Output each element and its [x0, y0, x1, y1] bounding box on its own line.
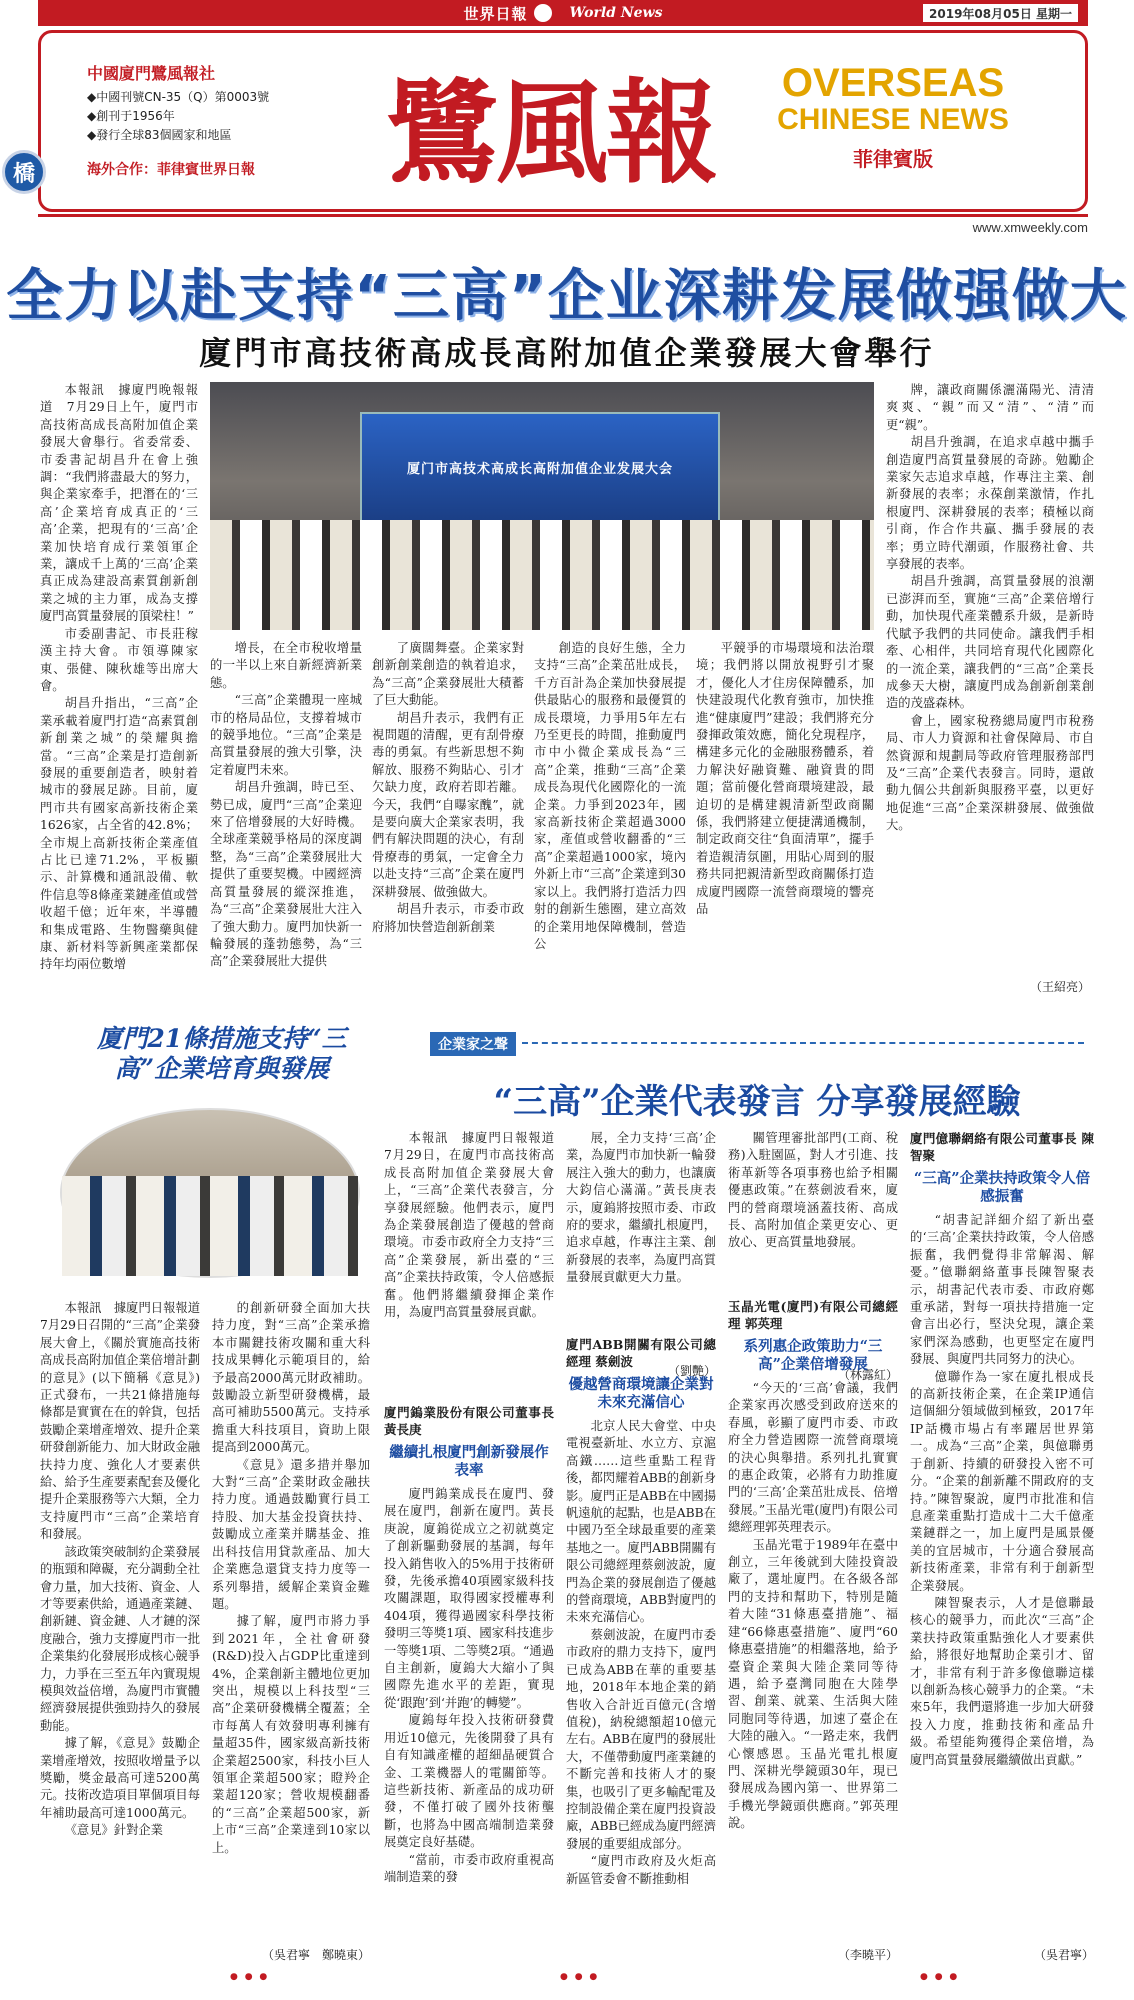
paragraph: “胡書記詳細介紹了新出臺的‘三高’企業扶持政策，令人倍感振奮，我們覺得非常解渴、解憂。”億聯網絡董事長陳智聚表示，胡書記代表市委、市政府鄭重承諾，對每一項扶持措施一定會言出必行，堅決兌現，讓企業家們深為感動，也更堅定在廈門發展、與廈門共同努力的決心。: [910, 1213, 1094, 1367]
edition-label: 菲律賓版: [853, 149, 933, 171]
author-credit: （李曉平）: [837, 1948, 898, 1962]
paragraph: 陳智聚表示，人才是億聯最核心的競爭力，而此次“三高”企業扶持政策重點強化人才要素供給，將很好地幫助企業引才、留才，非常有利于許多像億聯這樣以創新為核心競爭力的企業。“未來5年，我們還將進一步加大研發投入力度，推動技術和產品升級。希望能夠獲得企業倍增，為廈門高質量發展繼續做出貢獻。”: [910, 1595, 1094, 1767]
conference-photo: [210, 382, 874, 630]
speaker-yujing: [728, 1298, 898, 1938]
info-line: ◆中國刊號CN-35（Q）第0003號: [87, 90, 270, 104]
article-column: [886, 382, 1094, 980]
masthead: [38, 30, 1088, 212]
paragraph: 了廣闊舞臺。企業家對創新創業創造的執着追求，為“三高”企業發展壯大積蓄了巨大動能。: [372, 641, 524, 708]
paragraph: 廈門鎢業成長在廈門、發展在廈門，創新在廈門。黃長庚說，廈鎢從成立之初就奠定了創新驅動發展的基調，每年投入銷售收入的5%用于技術研發，先後承擔40項國家級科技攻關課題，取得國家授權專利404項，獲得過國家科學技術發明三等獎1項、國家科技進步一等獎1項、二等獎2項。“通過自主創新，廈鎢大大縮小了與國際先進水平的差距，實現從‘跟跑’到‘并跑’的轉變”。: [384, 1487, 554, 1710]
article-column: [384, 1130, 567, 1400]
article-column: [696, 640, 874, 994]
section-tag: 企業家之聲: [430, 1032, 516, 1056]
publisher-name: 中國廈門鷺風報社: [87, 64, 216, 83]
overseas-coop: 海外合作：菲律賓世界日報: [87, 162, 255, 178]
author-credit: （吳君寧 鄭曉東）: [261, 1948, 370, 1962]
paragraph: 胡昌升強調，在追求卓越中攜手創造廈門高質量發展的奇跡。勉勵企業家矢志追求卓越，作專注主業、創新發展的表率；永葆創業激情，作扎根廈門、深耕發展的表率；積極以商引商，作合作共贏、攜手發展的表率；勇立時代潮頭，作服務社會、共享發展的表率。: [886, 435, 1094, 572]
quote-headline: “三高”企業扶持政策令人倍感振奮: [913, 1170, 1091, 1205]
author-credit: （林露紅）: [837, 1368, 898, 1382]
paragraph: 據了解，《意見》鼓勵企業增產增效，按照收增量予以獎勵，獎金最高可達5200萬元。技術改造項目單個項目每年補助最高可達1000萬元。: [40, 1736, 200, 1820]
quote-headline: 系列惠企政策助力“三高”企業倍增發展: [743, 1338, 883, 1373]
world-news-label: World News: [569, 5, 663, 21]
paragraph: 平競爭的市場環境和法治環境；我們將以開放視野引才聚才，優化人才住房保障體系，加快建設現代化教育強市，加快推進“健康廈門”建設；我們將充分發揮政策效應，簡化兌現程序，構建多元化的金融服務體系，着力解決好融資難、融資貴的問題；當前優化營商環境建設，最迫切的是構建親清新型政商關係，我們將建立便捷溝通機制，制定政商交往“負面清單”，擺手着造親清氛圍，用貼心周到的服務共同把親清新型政商關係打造成廈門國際一流營商環境的響亮品: [696, 641, 874, 917]
paragraph: “三高”企業體現一座城市的格局品位，支撐着城市的競爭地位。“三高”企業是高質量發展的強大引擎，決定着廈門未來。: [210, 693, 362, 777]
company-title: 廈門鎢業股份有限公司董事長 黃長庚: [384, 1405, 554, 1437]
paragraph: 本報訊 據廈門晚報報道 7月29日上午，廈門市高技術高成長高附加值企業發展大會舉行。省委常委、市委書記胡昌升在會上強調：“我們將盡最大的努力，與企業家牽手，把潛在的‘三高’企業培育成真正的‘三高’企業，把現有的‘三高’企業加快培育成行業領軍企業，讓成千上萬的‘三高’企業真正成為建設高素質創新創業之城的主力軍，成為支撐廈門高質量發展的頂梁柱！”: [40, 383, 198, 624]
paragraph: “廈門市政府及火炬高新區管委會不斷推動相: [566, 1854, 716, 1886]
issue-date: 2019年08月05日 星期一: [923, 4, 1078, 22]
paragraph: 《意見》還多措并舉加大對“三高”企業財政金融扶持力度。通過鼓勵實行員工持股、加大基金投資扶持、鼓勵成立產業并購基金、推出科技信用貸款產品、加大企業應急還貸支持力度等一系列舉措，緩解企業資金難題。: [212, 1457, 370, 1611]
paragraph: 該政策突破制約企業發展的瓶頸和障礙，充分調動全社會力量，加大技術、資金、人才等要素供給，通過產業鏈、創新鏈、資金鏈、人才鏈的深度融合，強力支撐廈門市一批企業集約化發展形成核心競爭力，力爭在三至五年內實現規模與效益倍增，為廈門市實體經濟發展提供強勁持久的發展動能。: [40, 1544, 200, 1733]
info-line: ◆創刊于1956年: [87, 109, 175, 123]
paragraph: 北京人民大會堂、中央電視臺新址、水立方、京滬高鐵……這些重點工程背後，都閃耀着ABB的創新身影。廈門正是ABB在中國揚帆遠航的起點，也是ABB在中國乃至全球最重要的產業基地之一。廈門ABB開關有限公司總經理蔡劍波說，廈門為企業的發展創造了優越的營商環境，ABB對廈門的未來充滿信心。: [566, 1419, 716, 1625]
paragraph: 本報訊 據廈門日報報道 7月29日，在廈門市高技術高成長高附加值企業發展大會上，“三高”企業代表發言，分享發展經驗。他們表示，廈門為企業發展創造了優越的營商環境。市委市政府全力支持“三高”企業發展，新出臺的“三高”企業扶持政策，令人倍感振奮。他們將繼續發揮企業作用，為廈門高質量發展貢獻。: [384, 1131, 567, 1320]
info-line: ◆發行全球83個國家和地區: [87, 128, 232, 142]
article-column: [40, 1300, 213, 1940]
paragraph: 玉晶光電于1989年在臺中創立，三年後就到大陸投資設廠了，選址廈門。在各級各部門的支持和幫助下，特別是隨着大陸“31條惠臺措施”、福建“66條惠臺措施”、廈門“60條惠臺措施”的相繼落地，給予臺資企業與大陸企業同等待遇，給予臺灣同胞在大陸學習、創業、就業、生活與大陸同胞同等待遇，加速了臺企在大陸的融入。“一路走來，我們心懷感恩。玉晶光電扎根廈門、深耕光學鏡頭30年，現已發展成為國內第一、世界第二手機光學鏡頭供應商。”郭英理說。: [728, 1537, 898, 1831]
article-column: [212, 1300, 370, 1940]
newspaper-logo: 鷺風報: [386, 67, 716, 199]
author-credit: （吳君寧）: [1033, 1948, 1094, 1962]
paragraph: 增長，在全市稅收增量的一半以上來自新經濟新業態。: [210, 641, 362, 690]
company-title: 廈門ABB開關有限公司總經理 蔡劍波: [566, 1337, 716, 1369]
main-subheadline: 廈門市高技術高成長高附加值企業發展大會舉行: [199, 334, 935, 372]
english-title-line1: OVERSEAS: [781, 61, 1005, 105]
author-credit: （劉艷）: [667, 1364, 716, 1378]
article-column: [210, 640, 362, 994]
separator-dots: ● ● ●: [230, 1972, 270, 1982]
paragraph: 胡昌升強調，時已至、勢已成，廈門“三高”企業迎來了倍增發展的大好時機。全球產業競爭格局的深度調整，為“三高”企業發展壯大提供了重要契機。中國經濟高質量發展的縱深推進，為“三高”企業發展壯大注入了強大動力。廈門加快新一輪發展的蓬勃態勢，為“三高”企業發展壯大提供: [210, 780, 362, 969]
meeting-photo: [60, 1108, 360, 1278]
paragraph: 市委副書記、市長莊稼漢主持大會。市領導陳家東、張健、陳秋雄等出席大會。: [40, 626, 198, 693]
paragraph: 胡昌升指出，“三高”企業承載着廈門打造“高素質創新創業之城”的榮耀與擔當。“三高”企業是打造創新發展的重要創造者，映射着城市的發展足跡。目前，廈門市共有國家高新技術企業1626家，占全省的42.8%；全市規上高新技術企業產值占比已達71.2%，平板顯示、計算機和通訊設備、軟件信息等8條產業鏈產值或營收超千億；近年來，半導體和集成電路、生物醫藥與健康、新材料等新興產業都保持年均兩位數增: [40, 696, 198, 972]
stage-banner: 厦门市高技术高成长高附加值企业发展大会: [360, 412, 720, 522]
english-title-line2: CHINESE NEWS: [777, 103, 1009, 136]
paragraph: “當前，市委市政府重視高端制造業的發: [384, 1852, 554, 1884]
paragraph: 據了解，廈門市將力爭到2021年，全社會研發(R&D)投入占GDP比重達到4%，企業創新主體地位更加突出，規模以上科技型“三高”企業研發機構全覆蓋；全市每萬人有效發明專利擁有量超35件，國家級高新技術企業超2500家，科技小巨人領軍企業超500家；瞪羚企業超120家；營收規模翻番的“三高”企業超500家，新上市“三高”企業達到10家以上。: [212, 1614, 370, 1855]
paragraph: 億聯作為一家在廈扎根成長的高新技術企業，在企業IP通信這個細分領域做到極致，2017年IP話機市場占有率躍居世界第一。成為“三高”企業，與億聯勇于創新、持續的研發投入密不可分。“企業的創新離不開政府的支持。”陳智聚說，廈門市批准和信息產業重點打造成十二大千億產業鏈群之一，加上廈門是風景優美的宜居城市，十分適合發展高新技術產業，非常有利于創新型企業發展。: [910, 1369, 1094, 1593]
author-credit: （王紹亮）: [1029, 980, 1090, 994]
article-column: [40, 382, 198, 994]
section-headline: “三高”企業代表發言 分享發展經驗: [493, 1082, 1021, 1122]
paragraph: 關管理審批部門(工商、稅務)入駐園區，對人才引進、技術革新等各項事務也給予相關優惠政策。”在蔡劍波看來，廈門的營商環境涵蓋技術、高成長、高附加值企業更安心、更放心、更高質量地發展。: [728, 1131, 898, 1250]
paragraph: 本報訊 據廈門日報報道 7月29日召開的“三高”企業發展大會上，《關於實施高技術高成長高附加值企業倍增計劃的意見》(以下簡稱《意見》)正式發布，一共21條措施每條都是實實在在的幹貨，包括鼓勵企業增產增效、提升企業研發創新能力、加大財政金融扶持力度、強化人才要素供給、給予生產要素配套及優化提升企業服務等六大類，全力支持廈門市“三高”企業培育和發展。: [40, 1301, 213, 1542]
english-title: [713, 63, 1073, 172]
divider: [38, 214, 1088, 217]
website-url: www.xmweekly.com: [972, 220, 1088, 235]
paragraph: “今天的‘三高’會議，我們企業家再次感受到政府送來的春風，彰顯了廈門市委、市政府全力營造國際一流營商環境的決心與舉措。系列扎扎實實的惠企政策，必將有力助推廈門的‘三高’企業茁壯成長、倍增發展。”玉晶光電(廈門)有限公司總經理郭英理表示。: [728, 1381, 898, 1535]
world-journal-label: 世界日報: [463, 4, 528, 23]
paragraph: 的創新研發全面加大扶持力度，對“三高”企業承擔本市關鍵技術攻關和重大科技成果轉化示範項目的，給予最高2000萬元財政補助。鼓勵設立新型研發機構，最高可補助5500萬元。支持承擔重大科技項目，資助上限提高到2000萬元。: [212, 1301, 370, 1455]
quote-headline: 繼續扎根廈門創新發展作表率: [389, 1444, 549, 1479]
company-title: 廈門億聯網絡有限公司董事長 陳智聚: [910, 1131, 1094, 1163]
paragraph: 胡昌升表示，市委市政府將加快營造創新創業: [372, 902, 524, 934]
publisher-info: [87, 61, 317, 179]
paragraph: 展，全力支持‘三高’企業，為廈門市加快新一輪發展注入強大的動力，也讓廣大鈞信心滿滿。”黃長庚表示，廈鎢將按照市委、市政府的要求，繼續扎根廈門，追求卓越，作專注主業、創新發展的表率，為廈門高質量發展貢獻更大力量。: [566, 1131, 716, 1285]
globe-icon: [534, 4, 552, 22]
paragraph: 創造的良好生態，全力支持“三高”企業茁壯成長，千方百計為企業加快發展提供最貼心的服務和最優質的成長環境，力爭用5年左右乃至更長的時間，推動廈門市中小微企業成長為“三高”企業，推動“三高”企業成長為現代化國際化的一流企業。力爭到2023年，國家高新技術企業超過3000家，產值或營收翻番的“三高”企業超過1000家，境內外新上市“三高”企業達到30家以上。我們將打造活力四射的創新生態圈，建立高效的企業用地保障機制，營造公: [534, 641, 686, 951]
main-headline: 全力以赴支持“三高”企业深耕发展做强做大: [6, 264, 1128, 329]
dashed-divider: [522, 1042, 1084, 1044]
speaker-abb: [566, 1336, 716, 1964]
paragraph: 會上，國家稅務總局廈門市稅務局、市人力資源和社會保障局、市自然資源和規劃局等政府管理服務部門及“三高”企業代表發言。同時，還啟動九個公共創新與服務平臺，以更好地促進“三高”企業深耕發展、做強做大。: [886, 713, 1094, 833]
section-headline: 廈門21條措施支持“三高”企業培育與發展: [97, 1024, 347, 1083]
top-banner: [38, 0, 1088, 26]
paragraph: 胡昌升強調，高質量發展的浪潮已澎湃而至，實施“三高”企業倍增行動，加快現代產業體系升級，是新時代賦予我們的共同使命。讓我們手相牽、心相伴，共同培育現代化國際化的一流企業，讓我們的“三高”企業長成參天大樹，讓廈門成為創新創業創造的茂盛森林。: [886, 574, 1094, 711]
paragraph: 《意見》針對企業: [64, 1823, 163, 1838]
article-column: [566, 1130, 716, 1358]
company-title: 玉晶光電(廈門)有限公司總經理 郭英理: [728, 1299, 898, 1331]
paragraph: 牌，讓政商關係灑滿陽光、清清爽爽、“親”而又“清”、“清”而更“親”。: [886, 383, 1094, 432]
separator-dots: ● ● ●: [560, 1972, 600, 1982]
speaker-yealink: [910, 1130, 1094, 1942]
paragraph: 胡昌升表示，我們有正視問題的清醒，更有刮骨療毒的勇氣。有些新思想不夠解放、服務不夠貼心、引才欠缺力度，政府若即若離。今天，我們“自曝家醜”，就是要向廣大企業家表明，我們有解決問題的決心，有刮骨療毒的勇氣，一定會全力以赴支持“三高”企業在廈門深耕發展、做強做大。: [372, 710, 524, 899]
audience: [210, 520, 874, 630]
seal-icon: 橋: [2, 150, 46, 194]
quote-headline: 優越營商環境讓企業對未來充滿信心: [568, 1376, 714, 1411]
separator-dots: ● ● ●: [920, 1972, 960, 1982]
speaker-xiamen-tungsten: [384, 1404, 554, 1964]
paragraph: 蔡劍波說，在廈門市委市政府的鼎力支持下，廈門已成為ABB在華的重要基地，2018年本地企業的銷售收入合計近百億元(含增值稅)，納稅總額超10億元左右。ABB在廈門的發展壯大，不僅帶動廈門產業鏈的不斷完善和技術人才的聚集，也吸引了更多輸配電及控制設備企業在廈門投資設廠，ABB已經成為廈門經濟發展的重要組成部分。: [566, 1627, 716, 1851]
article-column: [372, 640, 524, 994]
attendees: [62, 1176, 358, 1276]
article-column: [534, 640, 686, 994]
paragraph: 廈鎢每年投入技術研發費用近10億元，先後開發了具有自有知識產權的超細晶硬質合金、工業機器人的電關節等。這些新技術、新產品的成功研發，不僅打破了國外技術壟斷，也將為中國高端制造業發展奠定良好基礎。: [384, 1713, 554, 1850]
